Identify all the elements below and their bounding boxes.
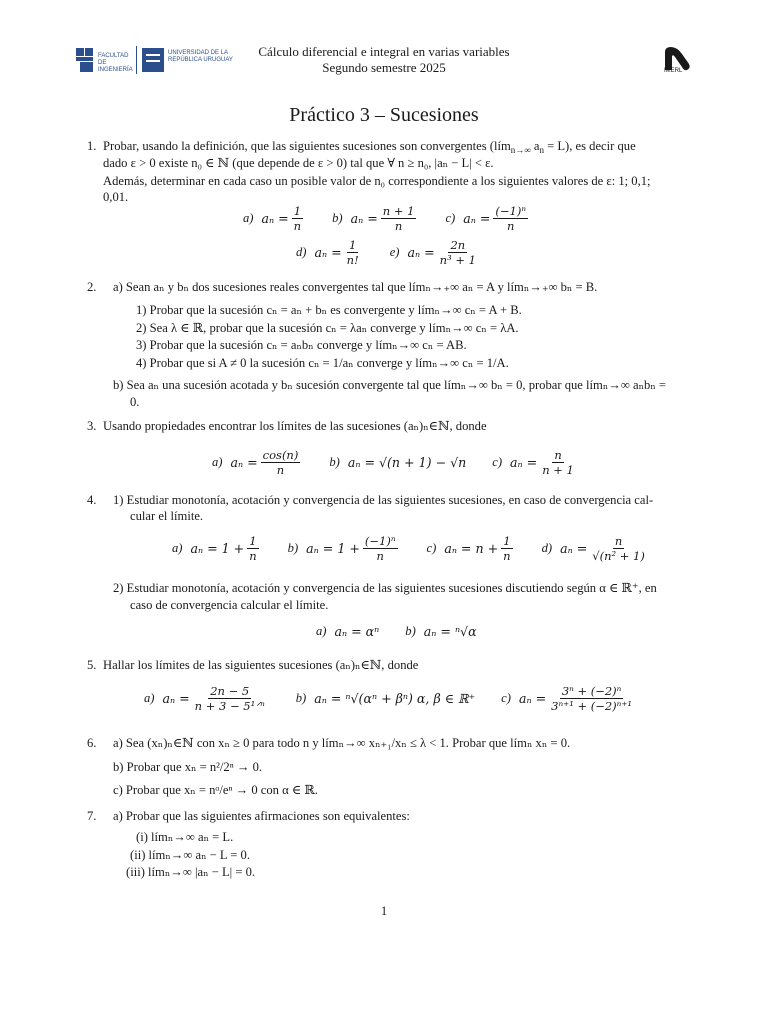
math-item: a) aₙ = αⁿ [316,624,380,639]
fraction: $\frac{\text{3ⁿ + (−2)ⁿ}}{\text{3ⁿ⁺¹ + (−2)ⁿ⁺¹}}$ [551,684,633,713]
fraction: $\frac{\text{(−1)ⁿ}}{n}$ [364,534,396,563]
page-number: 1 [380,904,388,918]
fraction: $\frac{n}{\text{√(n² + 1)}}$ [592,534,645,563]
problem-4-1: 1) Estudiar monotonía, acotación y convergencia de las siguientes sucesiones, en caso de convergencia cal- [113,493,654,507]
problem-5-text: Hallar los límites de las siguientes sucesiones (aₙ)ₙ∈ℕ, donde [103,658,419,672]
math-item: e) aₙ = $\frac{2n}{\text{n³ + 1}}$ [389,238,476,267]
problem-4-2: 2) Estudiar monotonía, acotación y convergencia de las siguientes sucesiones discutiendo según α ∈ ℝ⁺, en [113,581,657,595]
math-item: b) aₙ = $\frac{n + 1}{n}$ [332,204,415,233]
problem-6-c: c) Probar que xₙ = nᵅ/eⁿ → 0 con α ∈ ℝ. [113,783,318,797]
problem-number: 5. [87,658,97,672]
fraction: $\frac{\cos(n)}{n}$ [262,448,299,477]
fraction: $\frac{1}{n}$ [249,534,257,563]
imerl-logo [662,46,692,78]
math-item: b) aₙ = ⁿ√α [405,624,477,639]
problem-1-items-row-2 [296,238,507,267]
fraction: $\frac{1}{n}$ [293,204,302,233]
math-item: a) aₙ = $\frac{\cos(n)}{n}$ [212,448,299,477]
course-name: Cálculo diferencial e integral en varias variables [258,44,510,59]
math-item: b) aₙ = ⁿ√(αⁿ + βⁿ) α, β ∈ ℝ⁺ [295,691,476,706]
university-name: UNIVERSIDAD DE LA REPÚBLICA URUGUAY [168,50,233,63]
problem-2-a-4: 4) Probar que si A ≠ 0 la sucesión cₙ = 1/aₙ converge y límₙ→∞ cₙ = 1/A. [136,356,509,370]
problem-6-a: a) Sea (xₙ)ₙ∈ℕ con xₙ ≥ 0 para todo n y límₙ→∞ xₙ₊₁/xₙ ≤ λ < 1. Probar que límₙ xₙ = 0. [113,736,571,750]
problem-3-text: Usando propiedades encontrar los límites de las sucesiones (aₙ)ₙ∈ℕ, donde [103,419,487,433]
problem-number: 4. [87,493,97,507]
problem-4-1-items [172,534,676,563]
problem-4-1-cont: cular el límite. [130,509,204,523]
problem-number: 1. [87,139,97,153]
problem-1-line-3: Además, determinar en cada caso un posible valor de n₀ correspondiente a los siguientes valores de ε: 1; 0,1; [103,174,651,188]
math-item: b) aₙ = 1 + $\frac{\text{(−1)ⁿ}}{n}$ [287,534,396,563]
problem-5-items [144,684,663,713]
problem-6-b: b) Probar que xₙ = n²/2ⁿ → 0. [113,760,263,774]
problem-7-a: a) Probar que las siguientes afirmaciones son equivalentes: [113,809,410,823]
page-title: Práctico 3 – Sucesiones [289,104,479,126]
math-item: b) aₙ = √(n + 1) − √n [329,455,467,470]
fraction: $\frac{2n}{\text{n³ + 1}}$ [439,238,476,267]
problem-2-a-3: 3) Probar que la sucesión cₙ = aₙbₙ converge y límₙ→∞ cₙ = AB. [136,338,467,352]
problem-1-line-1: Probar, usando la definición, que las siguientes sucesiones son convergentes (lím$_{n\to\infty}$ $a_n = L$), es decir que [103,139,636,155]
faculty-name: FACULTAD DE INGENIERÍA [98,53,133,73]
math-item: c) aₙ = $\frac{\text{3ⁿ + (−2)ⁿ}}{\text{3ⁿ⁺¹ + (−2)ⁿ⁺¹}}$ [501,684,633,713]
fraction: $\frac{\text{(−1)ⁿ}}{n}$ [495,204,526,233]
fraction: $\frac{2n - 5}{\text{n + 3 − 5¹ᐟⁿ}}$ [194,684,265,713]
math-item: a) aₙ = 1 + $\frac{1}{n}$ [172,534,257,563]
problem-7-iii: (iii) límₙ→∞ |aₙ − L| = 0. [126,865,256,879]
problem-1-line-4: 0,01. [103,190,129,204]
problem-number: 2. [87,280,97,294]
course-header [0,44,768,76]
fraction: $\frac{1}{n}$ [503,534,511,563]
problem-2-a: a) Sean aₙ y bₙ dos sucesiones reales convergentes tal que límₙ→₊∞ aₙ = A y límₙ→₊∞ bₙ = B. [113,280,598,294]
problem-4-2-items [316,624,503,639]
math-item: c) aₙ = $\frac{n}{n + 1}$ [492,448,574,477]
math-item: c) aₙ = n + $\frac{1}{n}$ [426,534,511,563]
math-item: a) aₙ = $\frac{1}{n}$ [243,204,302,233]
math-item: d) aₙ = $\frac{n}{\text{√(n² + 1)}}$ [541,534,645,563]
math-item: d) aₙ = $\frac{1}{n!}$ [296,238,359,267]
imerl-label: IMERL [664,68,683,74]
problem-2-a-2: 2) Sea λ ∈ ℝ, probar que la sucesión cₙ = λaₙ converge y límₙ→∞ cₙ = λA. [136,321,519,335]
problem-1-items-row-1 [243,204,557,233]
problem-4-2-cont: caso de convergencia calcular el límite. [130,598,329,612]
problem-3-items [212,448,605,477]
fraction: $\frac{n + 1}{n}$ [382,204,415,233]
semester: Segundo semestre 2025 [322,60,446,75]
problem-number: 3. [87,419,97,433]
problem-7-i: (i) límₙ→∞ aₙ = L. [136,830,234,844]
fraction: $\frac{n}{n + 1}$ [542,448,574,477]
problem-2-a-1: 1) Probar que la sucesión cₙ = aₙ + bₙ es convergente y límₙ→∞ cₙ = A + B. [136,303,522,317]
problem-1-line-2: dado ε > 0 existe n₀ ∈ ℕ (que depende de ε > 0) tal que ∀ n ≥ n₀, |aₙ − L| < ε. [103,156,494,170]
math-item: c) aₙ = $\frac{\text{(−1)ⁿ}}{n}$ [445,204,526,233]
problem-2-b-cont: 0. [130,395,140,409]
problem-number: 7. [87,809,97,823]
problem-2-b: b) Sea aₙ una sucesión acotada y bₙ sucesión convergente tal que límₙ→∞ bₙ = 0, probar que límₙ→∞ aₙbₙ = [113,378,667,392]
math-item: a) aₙ = $\frac{2n - 5}{\text{n + 3 − 5¹ᐟⁿ}}$ [144,684,265,713]
fraction: $\frac{1}{n!}$ [346,238,359,267]
problem-7-ii: (ii) límₙ→∞ aₙ − L = 0. [130,848,251,862]
problem-number: 6. [87,736,97,750]
